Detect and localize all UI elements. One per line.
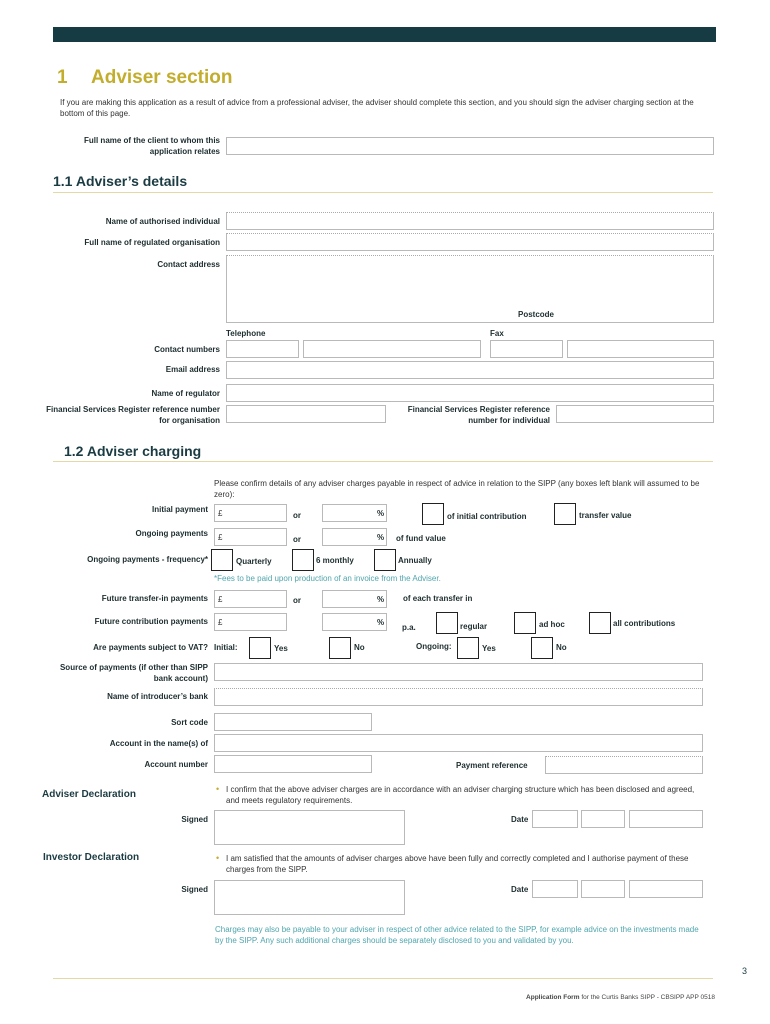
fax-label: Fax [490, 329, 504, 338]
sort-code-input[interactable] [214, 713, 372, 731]
fax-code-input[interactable] [490, 340, 563, 358]
client-name-input[interactable] [226, 137, 714, 155]
account-number-label: Account number [144, 760, 208, 769]
payment-reference-input[interactable] [545, 756, 703, 774]
investor-date-month-input[interactable] [581, 880, 625, 898]
account-names-label: Account in the name(s) of [109, 739, 208, 748]
frequency-label: Ongoing payments - frequency* [87, 555, 208, 564]
sort-code-label: Sort code [171, 718, 208, 727]
vat-initial-label: Initial: [214, 643, 238, 652]
divider [53, 461, 713, 462]
regular-checkbox[interactable] [436, 612, 458, 634]
authorised-individual-input[interactable] [226, 212, 714, 230]
no-label: No [556, 643, 567, 652]
footer-text [500, 994, 715, 1001]
postcode-label: Postcode [518, 310, 555, 319]
each-transfer-label: of each transfer in [403, 594, 473, 603]
no-label: No [354, 643, 365, 652]
ad-hoc-label: ad hoc [539, 620, 565, 629]
introducer-bank-input[interactable] [214, 688, 703, 706]
bullet: • [216, 784, 220, 794]
fund-value-label: of fund value [396, 534, 446, 543]
or-text: or [293, 596, 301, 605]
adviser-signature-input[interactable] [214, 810, 405, 845]
fsr-individual-label: Financial Services Register reference number for individual [407, 405, 550, 425]
fax-input[interactable] [567, 340, 714, 358]
annually-checkbox[interactable] [374, 549, 396, 571]
adviser-date-month-input[interactable] [581, 810, 625, 828]
six-monthly-checkbox[interactable] [292, 549, 314, 571]
initial-contribution-checkbox[interactable] [422, 503, 444, 525]
percent-sign: % [377, 618, 385, 627]
email-input[interactable] [226, 361, 714, 379]
percent-sign: % [377, 533, 385, 542]
client-name-label: Full name of the client to whom this application relates [83, 136, 220, 156]
source-input[interactable] [214, 663, 703, 681]
introducer-bank-label: Name of introducer’s bank [107, 692, 208, 701]
charging-intro: Please confirm details of any adviser charges payable in respect of advice in relation to the SIPP (any boxes left blank will assumed to be zero): [214, 479, 700, 499]
adviser-date-year-input[interactable] [629, 810, 703, 828]
account-names-input[interactable] [214, 734, 703, 752]
ad-hoc-checkbox[interactable] [514, 612, 536, 634]
per-annum-label: p.a. [402, 623, 416, 632]
six-monthly-label: 6 monthly [316, 556, 354, 565]
initial-payment-label: Initial payment [151, 505, 208, 514]
form-subtitle: for the Curtis Banks SIPP - CBSIPP APP 0518 [581, 994, 715, 1001]
vat-label: Are payments subject to VAT? [93, 643, 208, 652]
transfer-value-checkbox[interactable] [554, 503, 576, 525]
regulated-org-input[interactable] [226, 233, 714, 251]
investor-date-day-input[interactable] [532, 880, 578, 898]
payment-reference-label: Payment reference [456, 761, 528, 770]
future-contribution-amount-input[interactable] [214, 613, 287, 631]
pound-sign: £ [218, 595, 223, 604]
adviser-date-label: Date [511, 815, 529, 824]
email-label: Email address [165, 365, 220, 374]
vat-ongoing-label: Ongoing: [416, 642, 452, 651]
ongoing-payments-label: Ongoing payments [135, 529, 208, 538]
pound-sign: £ [218, 533, 223, 542]
telephone-input[interactable] [303, 340, 481, 358]
regular-label: regular [460, 622, 488, 631]
charging-heading: 1.2 Adviser charging [64, 443, 202, 459]
initial-payment-amount-input[interactable] [214, 504, 287, 522]
page-number: 3 [742, 966, 748, 976]
ongoing-payment-amount-input[interactable] [214, 528, 287, 546]
all-contributions-checkbox[interactable] [589, 612, 611, 634]
investor-date-label: Date [511, 885, 529, 894]
investor-signature-input[interactable] [214, 880, 405, 915]
investor-signed-label: Signed [181, 885, 208, 894]
vat-ongoing-yes-checkbox[interactable] [457, 637, 479, 659]
future-contribution-label: Future contribution payments [94, 617, 208, 626]
bullet: • [216, 853, 220, 863]
future-transfer-amount-input[interactable] [214, 590, 287, 608]
investor-declaration-title: Investor Declaration [43, 852, 140, 863]
telephone-label: Telephone [226, 329, 266, 338]
quarterly-checkbox[interactable] [211, 549, 233, 571]
regulator-input[interactable] [226, 384, 714, 402]
divider [53, 192, 713, 193]
pound-sign: £ [218, 509, 223, 518]
fsr-individual-input[interactable] [556, 405, 714, 423]
initial-contribution-label: of initial contribution [447, 512, 527, 521]
adviser-declaration-text: I confirm that the above adviser charges are in accordance with an adviser charging structure which has been disclosed and agreed, and meets regulatory requirements. [226, 785, 695, 805]
section-number: 1 [57, 67, 68, 88]
or-text: or [293, 535, 301, 544]
section-intro: If you are making this application as a result of advice from a professional adviser, the adviser should complete this section, and you should sign the adviser charging section at the bottom of this page. [60, 98, 694, 118]
yes-label: Yes [482, 644, 496, 653]
adviser-declaration-title: Adviser Declaration [42, 789, 136, 800]
contact-address-input[interactable] [226, 255, 714, 323]
regulated-org-label: Full name of regulated organisation [84, 238, 220, 247]
vat-initial-no-checkbox[interactable] [329, 637, 351, 659]
footer-divider [53, 978, 713, 979]
all-contributions-label: all contributions [613, 619, 676, 628]
contact-numbers-label: Contact numbers [154, 345, 220, 354]
fsr-org-input[interactable] [226, 405, 386, 423]
regulator-label: Name of regulator [151, 389, 220, 398]
account-number-input[interactable] [214, 755, 372, 773]
vat-ongoing-no-checkbox[interactable] [531, 637, 553, 659]
authorised-individual-label: Name of authorised individual [105, 217, 220, 226]
fees-note: *Fees to be paid upon production of an invoice from the Adviser. [214, 574, 441, 583]
percent-sign: % [377, 509, 385, 518]
pound-sign: £ [218, 618, 223, 627]
details-heading: 1.1 Adviser’s details [53, 173, 188, 189]
annually-label: Annually [398, 556, 432, 565]
quarterly-label: Quarterly [236, 557, 272, 566]
percent-sign: % [377, 595, 385, 604]
charges-note: Charges may also be payable to your adviser in respect of other advice related to the SIPP, for example advice on the investments made by the SIPP. Any such additional charges should be separately disclosed to you and validated by you. [215, 925, 699, 945]
adviser-signed-label: Signed [181, 815, 208, 824]
fsr-org-label: Financial Services Register reference number for organisation [46, 405, 220, 425]
contact-address-label: Contact address [157, 260, 220, 269]
source-label: Source of payments (if other than SIPP bank account) [59, 663, 208, 683]
telephone-code-input[interactable] [226, 340, 299, 358]
yes-label: Yes [274, 644, 288, 653]
investor-declaration-text: I am satisfied that the amounts of adviser charges above have been fully and correctly completed and I authorise payment of these charges from the SIPP. [226, 854, 689, 874]
vat-initial-yes-checkbox[interactable] [249, 637, 271, 659]
investor-date-year-input[interactable] [629, 880, 703, 898]
header-bar [53, 27, 716, 42]
section-title: Adviser section [91, 67, 233, 88]
or-text: or [293, 511, 301, 520]
transfer-value-label: transfer value [579, 511, 632, 520]
form-title: Application Form [526, 994, 580, 1001]
adviser-date-day-input[interactable] [532, 810, 578, 828]
future-transfer-label: Future transfer-in payments [101, 594, 208, 603]
